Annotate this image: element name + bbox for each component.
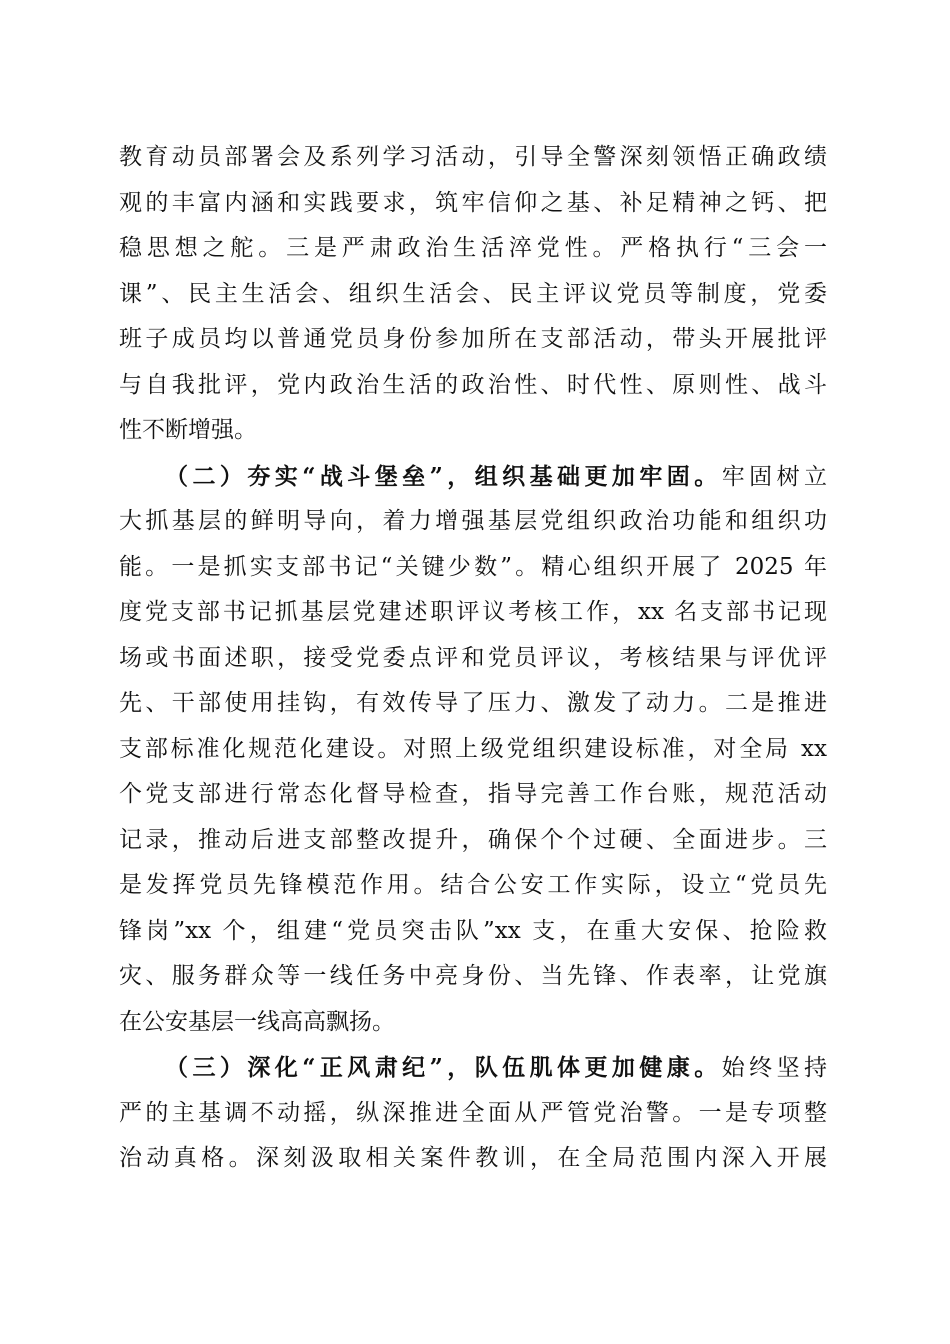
text-line: 能。一是抓实支部书记“关键少数”。精心组织开展了 2025 年 xyxy=(119,553,827,580)
text-line: 个党支部进行常态化督导检查，指导完善工作台账，规范活动 xyxy=(119,781,827,807)
text-line: 治动真格。深刻汲取相关案件教训，在全局范围内深入开展 xyxy=(119,1145,827,1171)
text-line: 先、干部使用挂钩，有效传导了压力、激发了动力。二是推进 xyxy=(119,690,827,716)
paragraph-2 xyxy=(119,454,827,1046)
text-line: 度党支部书记抓基层党建述职评议考核工作，xx 名支部书记现 xyxy=(119,599,827,625)
text-line: 大抓基层的鲜明导向，着力增强基层党组织政治功能和组织功 xyxy=(119,508,827,534)
section-heading: （三）深化“正风肃纪”，队伍肌体更加健康。 xyxy=(165,1054,722,1081)
text-line: 场或书面述职，接受党委点评和党员评议，考核结果与评优评 xyxy=(119,644,827,671)
text-line: 支部标准化规范化建设。对照上级党组织建设标准，对全局 xx xyxy=(119,735,827,762)
text-line: 课”、民主生活会、组织生活会、民主评议党员等制度，党委 xyxy=(119,280,827,307)
text-line: 是发挥党员先锋模范作用。结合公安工作实际，设立“党员先 xyxy=(119,872,827,898)
text-line: 记录，推动后进支部整改提升，确保个个过硬、全面进步。三 xyxy=(119,826,827,853)
document-page xyxy=(119,135,827,1182)
text-line: 稳思想之舵。三是严肃政治生活淬党性。严格执行“三会一 xyxy=(119,235,827,261)
text-segment: 牢固树立 xyxy=(721,463,827,490)
text-line: 严的主基调不动摇，纵深推进全面从严管党治警。一是专项整 xyxy=(119,1099,827,1126)
text-segment: 始终坚持 xyxy=(721,1055,827,1081)
paragraph-1 xyxy=(119,135,827,454)
text-line: 在公安基层一线高高飘扬。 xyxy=(119,1008,395,1035)
text-line: 与自我批评，党内政治生活的政治性、时代性、原则性、战斗 xyxy=(119,371,827,398)
text-line: 锋岗”xx 个，组建“党员突击队”xx 支，在重大安保、抢险救 xyxy=(119,917,827,944)
text-line: 班子成员均以普通党员身份参加所在支部活动，带头开展批评 xyxy=(119,326,827,352)
section-heading: （二）夯实“战斗堡垒”，组织基础更加牢固。 xyxy=(165,462,722,490)
paragraph-first-line xyxy=(119,1045,827,1091)
text-line: 性不断增强。 xyxy=(119,417,257,443)
text-line: 灾、服务群众等一线任务中亮身份、当先锋、作表率，让党旗 xyxy=(119,963,827,989)
paragraph-first-line xyxy=(119,454,827,500)
paragraph-3 xyxy=(119,1045,827,1182)
text-line: 观的丰富内涵和实践要求，筑牢信仰之基、补足精神之钙、把 xyxy=(119,189,827,216)
text-line: 教育动员部署会及系列学习活动，引导全警深刻领悟正确政绩 xyxy=(119,144,827,170)
